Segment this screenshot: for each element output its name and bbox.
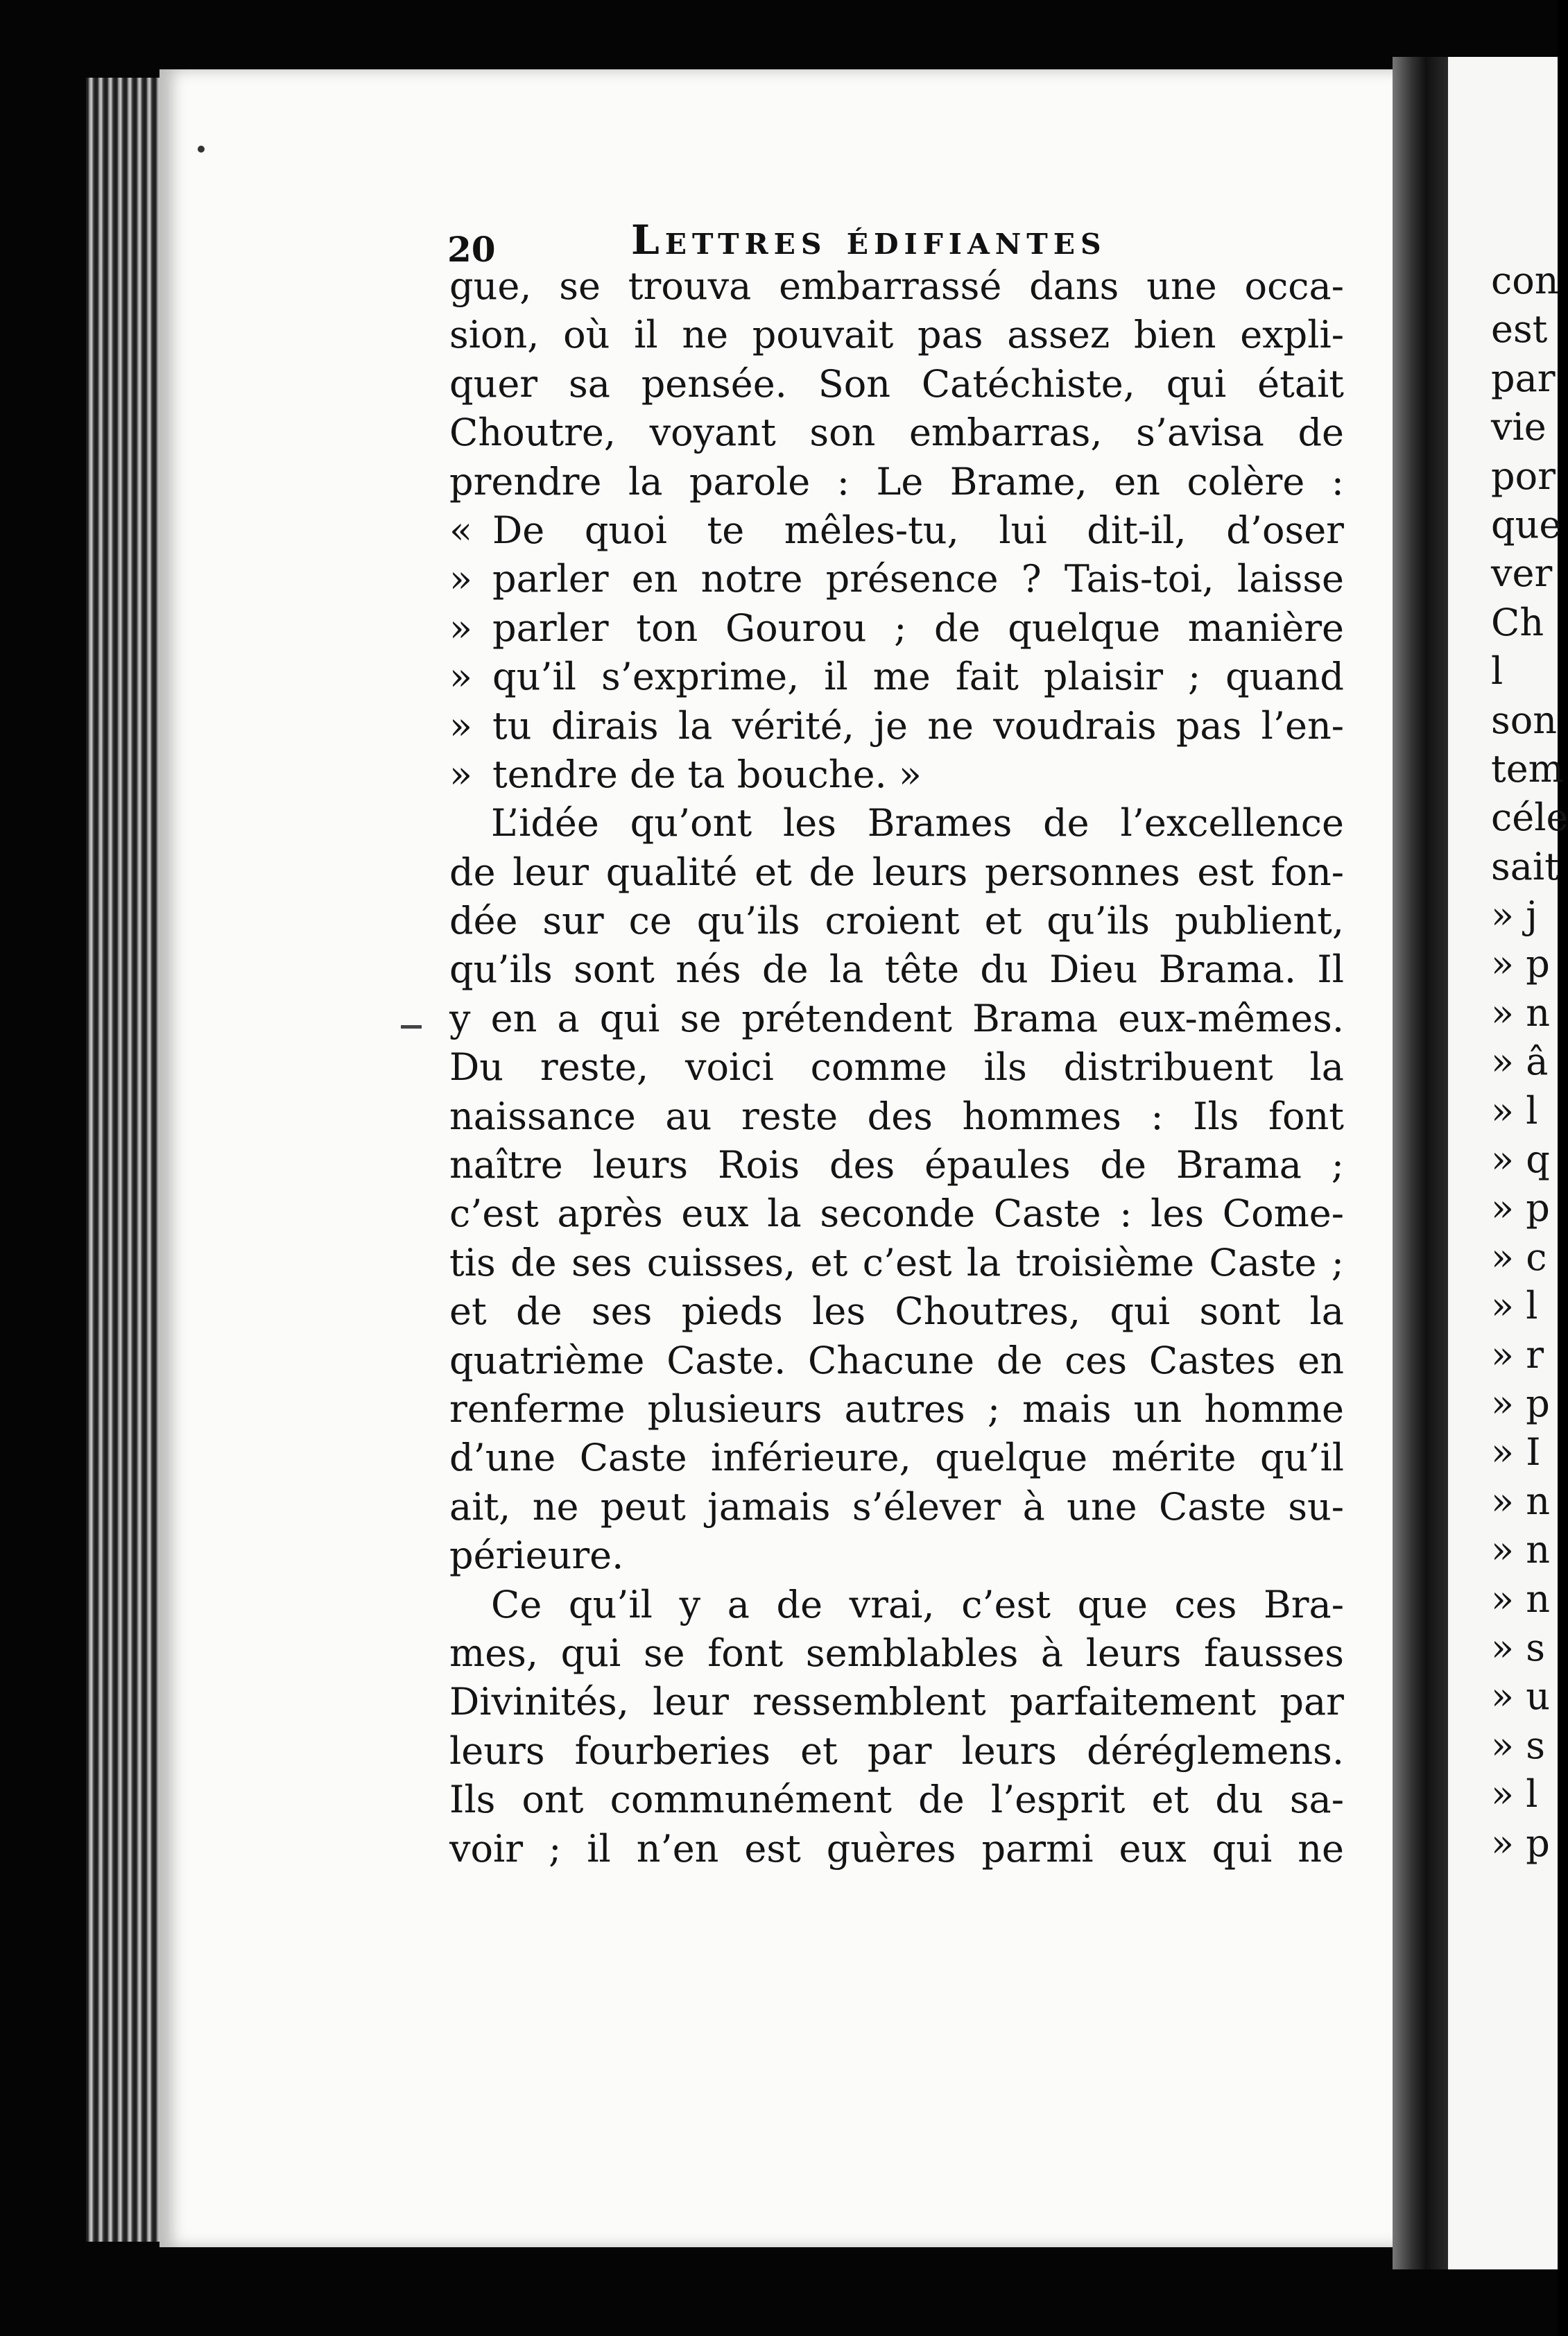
text-line: et de ses pieds les Choutres, qui sont la xyxy=(449,1289,1344,1334)
text-line: quatrième Caste. Chacune de ces Castes en xyxy=(449,1338,1344,1382)
next-page-fragment: » n xyxy=(1491,1528,1550,1572)
next-page-fragment: » q xyxy=(1491,1137,1550,1182)
page-number: 20 xyxy=(447,229,496,270)
book-gutter xyxy=(1393,57,1448,2269)
text-line: Divinités, leur ressemblent parfaitement par xyxy=(449,1680,1344,1724)
next-page-fragment: » l xyxy=(1491,1088,1538,1133)
text-line xyxy=(449,604,1344,653)
text-line xyxy=(449,750,1344,799)
text-line xyxy=(449,653,1344,701)
text-line: naissance au reste des hommes : Ils font xyxy=(449,1094,1344,1138)
text-line: sion, où il ne pouvait pas assez bien expli- xyxy=(449,313,1344,357)
next-page-fragment: » p xyxy=(1491,1821,1550,1865)
next-page-fragment: son xyxy=(1491,698,1558,742)
text-line: périeure. xyxy=(449,1534,624,1578)
quote-mark: » xyxy=(449,655,473,699)
text-line: dée sur ce qu’ils croient et qu’ils publient, xyxy=(449,899,1344,943)
next-page-fragment: » n xyxy=(1491,990,1550,1035)
quote-line-text: parler ton Gourou ; de quelque manière xyxy=(492,606,1344,650)
text-line: de leur qualité et de leurs personnes est fon- xyxy=(449,850,1344,894)
next-page-fragment: » n xyxy=(1491,1479,1550,1523)
text-line: voir ; il n’en est guères parmi eux qui ne xyxy=(449,1826,1344,1871)
text-line: naître leurs Rois des épaules de Brama ; xyxy=(449,1143,1344,1187)
quote-mark: » xyxy=(449,606,473,650)
next-page-fragment: Ch xyxy=(1491,600,1544,644)
text-line xyxy=(449,555,1344,603)
text-line: Choutre, voyant son embarras, s’avisa de xyxy=(449,411,1344,455)
next-page-fragment: » p xyxy=(1491,1381,1550,1425)
next-page-fragment: » p xyxy=(1491,942,1550,986)
text-line: Ils ont communément de l’esprit et du sa- xyxy=(449,1778,1344,1822)
next-page-fragment: vie xyxy=(1491,405,1547,449)
text-line: y en a qui se prétendent Brama eux-mêmes. xyxy=(449,996,1344,1040)
next-page-fragment: » u xyxy=(1491,1674,1550,1719)
quote-line-text: tu dirais la vérité, je ne voudrais pas l’en- xyxy=(492,703,1344,748)
quote-line-text: tendre de ta bouche. » xyxy=(492,752,922,796)
next-page-text xyxy=(1491,257,1568,1868)
quote-mark: » xyxy=(449,752,473,796)
next-page-fragment: céle xyxy=(1491,796,1568,840)
quote-line-text: De quoi te mêles-tu, lui dit-il, d’oser xyxy=(492,508,1344,552)
text-line xyxy=(449,702,1344,750)
text-line: quer sa pensée. Son Catéchiste, qui était xyxy=(449,361,1344,406)
quote-line-text: qu’il s’exprime, il me fait plaisir ; quand xyxy=(492,655,1344,699)
next-page-fragment: l xyxy=(1491,649,1504,694)
quote-mark: « xyxy=(449,508,473,552)
text-line: prendre la parole : Le Brame, en colère : xyxy=(449,459,1344,504)
body-text xyxy=(449,262,1344,1873)
text-line: mes, qui se font semblables à leurs fausses xyxy=(449,1631,1344,1675)
next-page-fragment: » j xyxy=(1491,893,1537,938)
text-line: L’idée qu’ont les Brames de l’excellence xyxy=(491,801,1344,845)
next-page-fragment: » s xyxy=(1491,1723,1545,1767)
text-line: Du reste, voici comme ils distribuent la xyxy=(449,1045,1344,1090)
text-line: tis de ses cuisses, et c’est la troisième Caste ; xyxy=(449,1240,1344,1285)
next-page-fragment: » r xyxy=(1491,1332,1544,1377)
next-page-fragment: » â xyxy=(1491,1040,1549,1084)
next-page-fragment: » s xyxy=(1491,1625,1545,1669)
margin-speck xyxy=(198,146,205,153)
next-page-fragment: » n xyxy=(1491,1577,1550,1621)
text-line: d’une Caste inférieure, quelque mérite qu’il xyxy=(449,1436,1344,1480)
next-page-fragment: » p xyxy=(1491,1186,1550,1230)
quote-mark: » xyxy=(449,557,473,601)
next-page-fragment: que xyxy=(1491,502,1562,547)
text-line: leurs fourberies et par leurs déréglemens. xyxy=(449,1728,1344,1773)
text-line: Ce qu’il y a de vrai, c’est que ces Bra- xyxy=(491,1582,1344,1626)
text-line: qu’ils sont nés de la tête du Dieu Brama. Il xyxy=(449,947,1344,992)
next-page-fragment: » c xyxy=(1491,1235,1547,1279)
margin-mark xyxy=(401,1025,422,1029)
text-line: gue, se trouva embarrassé dans une occa- xyxy=(449,264,1344,308)
text-line: c’est après eux la seconde Caste : les Come- xyxy=(449,1192,1344,1236)
next-page-fragment: por xyxy=(1491,454,1556,498)
next-page-fragment: tem xyxy=(1491,746,1564,791)
next-page-fragment: par xyxy=(1491,356,1556,400)
running-title: Lettres édifiantes xyxy=(631,216,1107,264)
next-page-fragment: sait xyxy=(1491,844,1560,888)
text-line xyxy=(449,506,1344,555)
next-page-fragment: » l xyxy=(1491,1772,1538,1817)
next-page-fragment: est xyxy=(1491,307,1548,352)
quote-line-text: parler en notre présence ? Tais-toi, laisse xyxy=(492,557,1344,601)
text-line: ait, ne peut jamais s’élever à une Caste su- xyxy=(449,1484,1344,1529)
text-line: renferme plusieurs autres ; mais un homme xyxy=(449,1386,1344,1431)
next-page-fragment: » I xyxy=(1491,1430,1541,1475)
next-page-fragment: ver xyxy=(1491,551,1553,596)
next-page-fragment: con xyxy=(1491,259,1559,302)
quote-mark: » xyxy=(449,703,473,748)
next-page-fragment: » l xyxy=(1491,1284,1538,1328)
